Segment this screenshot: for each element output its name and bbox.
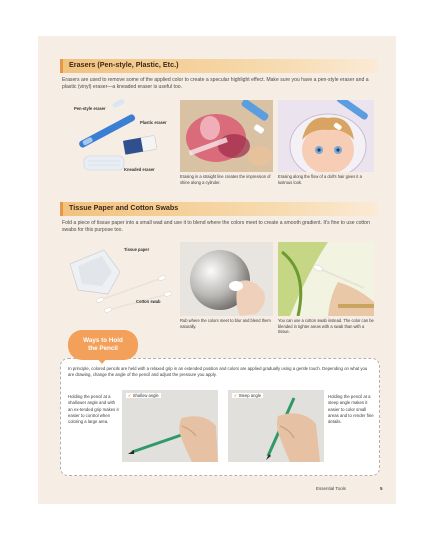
photo-erasing-cylinder [180,100,273,172]
shallow-angle-tag [126,393,161,398]
photo-shallow-angle [122,390,218,462]
section-header-tissue [60,202,378,216]
steep-angle-label: Steep angle [238,393,262,398]
section-title-tissue: Tissue Paper and Cotton Swabs [69,203,179,212]
caption-cylinder: Erasing in a straight line creates the impression of shine along a cylinder. [180,174,271,185]
label-pen-style-eraser: Pen-style eraser [74,106,106,111]
caption-hair: Erasing along the flow of a doll's hair gives it a lustrous look. [278,174,362,185]
label-plastic-eraser: Plastic eraser [140,120,167,125]
label-kneaded-eraser: Kneaded eraser [124,167,155,172]
tissue-body-text: Fold a piece of tissue paper into a small wad and use it to blend where the colors meet to create a smooth gradient. It's fine to use cotton swabs for this purpose too. [62,220,370,234]
label-cotton-swab: Cotton swab [136,299,161,304]
page-number: 5 [380,486,383,491]
check-icon: ✓ [128,393,132,398]
ways-badge [68,330,138,360]
shallow-angle-label: Shallow angle [132,393,159,398]
check-icon: ✓ [234,393,238,398]
pencil-intro-text: In principle, colored pencils are held with a relaxed grip in an extended position and colors are applied gradually using a gentle touch. Depending on what you are drawing, change the angle of the pencil and adjust the pressure you apply. [68,366,368,378]
caption-sphere: Rub where the colors meet to blur and blend them naturally. [180,318,271,329]
erasers-body-text: Erasers are used to remove some of the applied color to create a specular highlight effect. Make sure you have a pen-style eraser and a plastic (vinyl) eraser—a kneaded eraser is useful too. [62,77,369,91]
photo-sphere-blend [180,242,273,316]
section-header-erasers [60,59,378,73]
steep-angle-description: Holding the pencil at a steep angle makes it easier to color small areas and to render fine details. [328,394,374,425]
caption-swab-blend: You can use a cotton swab instead. The color can be blended in tighter areas with a swab than with a tissue. [278,318,374,335]
steep-angle-tag [232,393,263,398]
kneaded-eraser-illustration [84,156,124,170]
photo-steep-angle [228,390,324,462]
photo-swab-blend [278,242,374,316]
plastic-eraser-illustration [123,135,157,154]
photo-doll-hair [278,100,374,172]
tissue-swab-products-photo [64,242,176,318]
ways-badge-line2: the Pencil [88,345,118,352]
tissue-paper-illustration [70,250,120,294]
ways-badge-line1: Ways to Hold [83,337,123,344]
ways-badge-tail [96,357,108,364]
book-page [38,36,396,504]
label-tissue-paper: Tissue paper [124,247,150,252]
footer-section-name: Essential Tools [316,486,346,491]
shallow-angle-description: Holding the pencil at a shallower angle and with an ex-tended grip makes it easier to control when coloring a large area. [68,394,119,425]
section-title-erasers: Erasers (Pen-style, Plastic, Etc.) [69,60,179,69]
